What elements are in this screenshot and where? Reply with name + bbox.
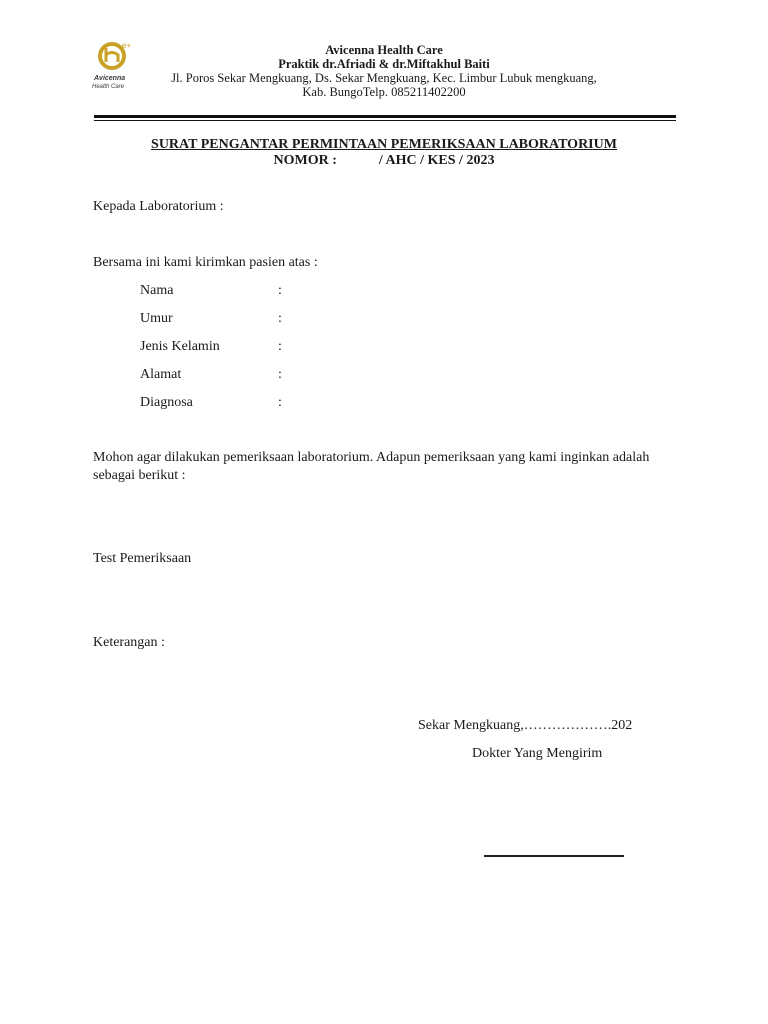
- letterhead-divider-thick: [94, 115, 676, 118]
- org-name: Avicenna Health Care: [325, 43, 443, 57]
- intro-line: Bersama ini kami kirimkan pasien atas :: [93, 255, 318, 270]
- field-label-umur: Umur: [140, 311, 173, 326]
- logo-mark: [106, 48, 118, 62]
- logo-text-line2: Health Care: [92, 84, 125, 90]
- test-label: Test Pemeriksaan: [93, 551, 192, 566]
- signature-line: [484, 855, 624, 857]
- field-label-alamat: Alamat: [140, 367, 182, 382]
- field-colon-jenis-kelamin: :: [278, 339, 282, 354]
- letterhead-divider-thin: [94, 120, 676, 121]
- logo-text-line1: Avicenna: [94, 75, 126, 82]
- place-date: Sekar Mengkuang,……………….202: [418, 718, 633, 733]
- recipient-line: Kepada Laboratorium :: [93, 199, 224, 214]
- field-colon-diagnosa: :: [278, 395, 282, 410]
- document-number: NOMOR : / AHC / KES / 2023: [273, 153, 495, 168]
- address-line-1: Jl. Poros Sekar Mengkuang, Ds. Sekar Mengkuang, Kec. Limbur Lubuk mengkuang,: [171, 71, 597, 85]
- notes-label: Keterangan :: [93, 635, 165, 650]
- logo-plus: e+: [122, 41, 132, 50]
- practice-name: Praktik dr.Afriadi & dr.Miftakhul Baiti: [278, 57, 490, 71]
- field-label-jenis-kelamin: Jenis Kelamin: [140, 339, 220, 354]
- address-line-2: Kab. BungoTelp. 085211402200: [302, 85, 466, 99]
- sender-title: Dokter Yang Mengirim: [472, 746, 603, 761]
- field-label-diagnosa: Diagnosa: [140, 395, 193, 410]
- field-label-nama: Nama: [140, 283, 174, 298]
- document-title: SURAT PENGANTAR PERMINTAAN PEMERIKSAAN LABORATORIUM: [151, 137, 617, 152]
- request-paragraph: Mohon agar dilakukan pemeriksaan laboratorium. Adapun pemeriksaan yang kami inginkan adalah sebagai berikut :: [93, 450, 650, 483]
- field-colon-umur: :: [278, 311, 282, 326]
- field-colon-alamat: :: [278, 367, 282, 382]
- field-colon-nama: :: [278, 283, 282, 298]
